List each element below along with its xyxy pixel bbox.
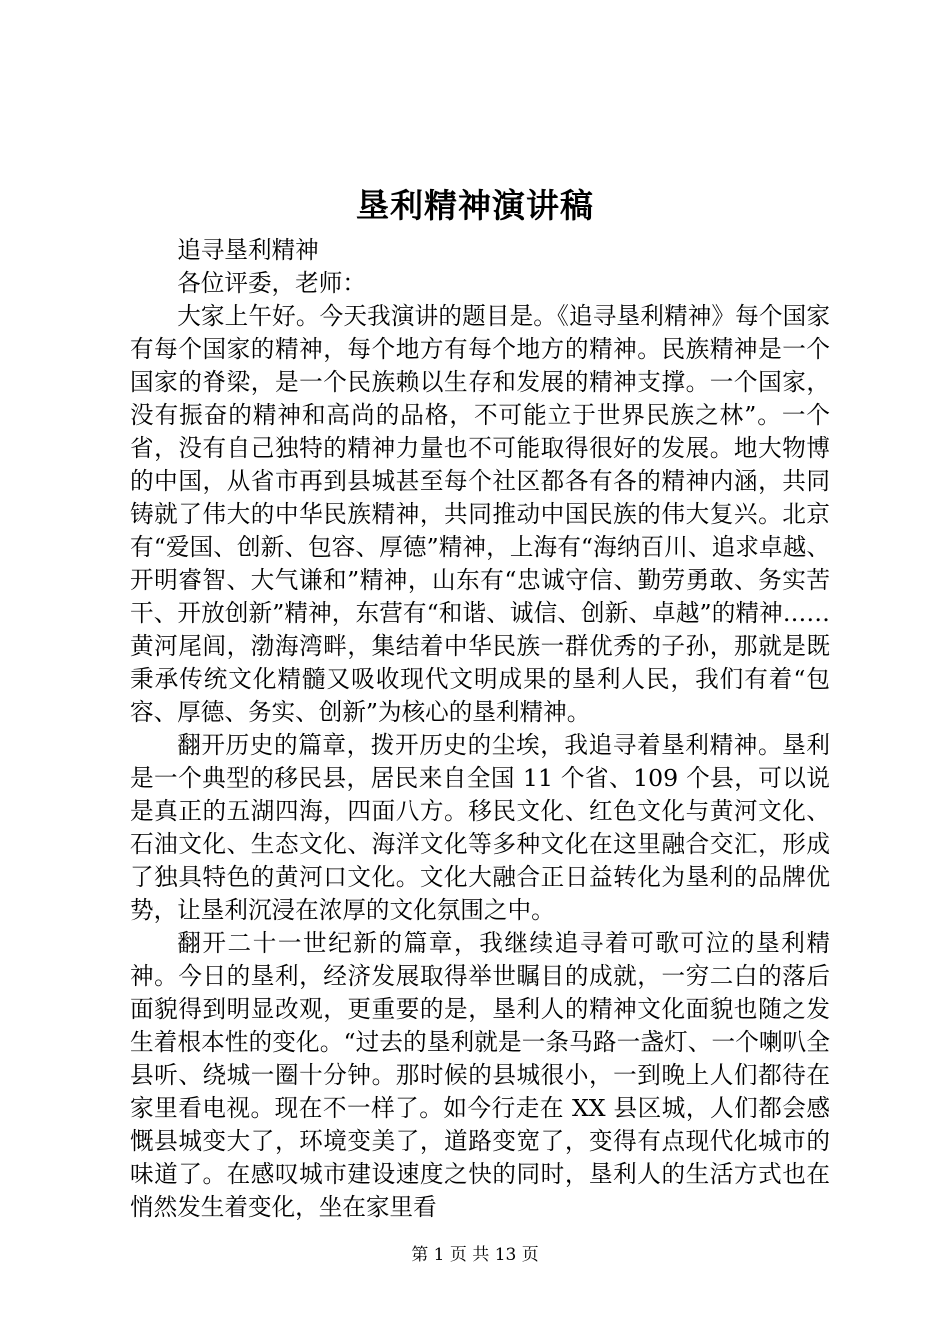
- paragraph-intro: 大家上午好。今天我演讲的题目是。《追寻垦利精神》每个国家有每个国家的精神，每个地方有每个地方的精神。民族精神是一个国家的脊梁，是一个民族赖以生存和发展的精神支撑。一个国家，没有振奋的精神和高尚的品格，不可能立于世界民族之林”。一个省，没有自己独特的精神力量也不可能取得很好的发展。地大物博的中国，从省市再到县城甚至每个社区都各有各的精神内涵，共同铸就了伟大的中华民族精神，共同推动中国民族的伟大复兴。北京有“爱国、创新、包容、厚德”精神，上海有“海纳百川、追求卓越、开明睿智、大气谦和”精神，山东有“忠诚守信、勤劳勇敢、务实苦干、开放创新”精神，东营有“和谐、诚信、创新、卓越”的精神……黄河尾闾，渤海湾畔，集结着中华民族一群优秀的子孙，那就是既秉承传统文化精髓又吸收现代文明成果的垦利人民，我们有着“包容、厚德、务实、创新”为核心的垦利精神。: [130, 302, 830, 726]
- paragraph-history: 翻开历史的篇章，拨开历史的尘埃，我追寻着垦利精神。垦利是一个典型的移民县，居民来自全国 11 个省、109 个县，可以说是真正的五湖四海，四面八方。移民文化、红色文化与黄河文化、石油文化、生态文化、海洋文化等多种文化在这里融合交汇，形成了独具特色的黄河口文化。文化大融合正日益转化为垦利的品牌优势，让垦利沉浸在浓厚的文化氛围之中。: [130, 731, 830, 924]
- document-body: [130, 234, 830, 1224]
- paragraph-salutation: 各位评委，老师：: [177, 269, 366, 297]
- document-title: 垦利精神演讲稿: [356, 186, 594, 225]
- paragraph-new-century: 翻开二十一世纪新的篇章，我继续追寻着可歌可泣的垦利精神。今日的垦利，经济发展取得举世瞩目的成就，一穷二白的落后面貌得到明显改观，更重要的是，垦利人的精神文化面貌也随之发生着根本性的变化。“过去的垦利就是一条马路一盏灯、一个喇叭全县听、绕城一圈十分钟。那时候的县城很小，一到晚上人们都待在家里看电视。现在不一样了。如今行走在 XX 县区城，人们都会感慨县城变大了，环境变美了，道路变宽了，变得有点现代化城市的味道了。在感叹城市建设速度之快的同时，垦利人的生活方式也在悄然发生着变化，坐在家里看: [130, 929, 830, 1221]
- paragraph-subtitle: 追寻垦利精神: [177, 236, 319, 264]
- page-footer: 第 1 页 共 13 页: [411, 1245, 539, 1265]
